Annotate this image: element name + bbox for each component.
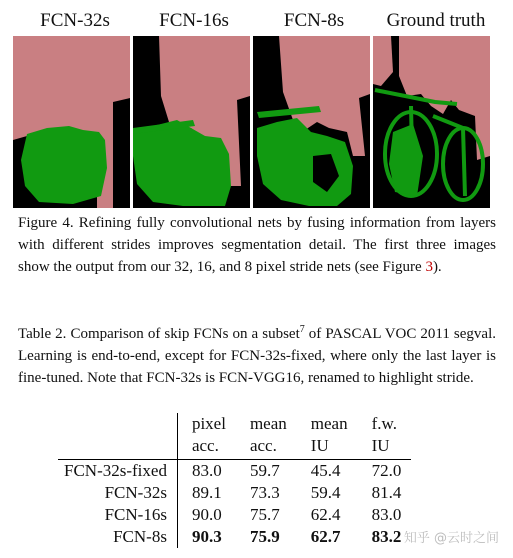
corner-cell xyxy=(58,435,177,460)
table-row xyxy=(58,482,411,504)
table-cell: 83.0 xyxy=(371,505,402,524)
table-cell: 90.3 xyxy=(191,527,222,546)
table-caption-text: Table 2. Comparison of skip FCNs on a subset xyxy=(18,326,300,342)
results-table xyxy=(58,413,411,548)
corner-cell xyxy=(58,413,177,435)
model-name: FCN-8s xyxy=(58,526,177,548)
col-header: f.w. xyxy=(371,414,397,433)
table-caption xyxy=(18,323,496,389)
segmentation-fcn32s xyxy=(13,36,130,208)
table-row xyxy=(58,526,411,548)
segmentation-fcn8s xyxy=(253,36,370,208)
table-cell: 62.7 xyxy=(310,527,341,546)
table-cell: 83.0 xyxy=(177,460,236,483)
table-cell: 81.4 xyxy=(371,483,402,502)
model-name: FCN-32s-fixed xyxy=(58,460,177,483)
figure-ref-link[interactable]: 3 xyxy=(425,259,433,275)
table-cell: 45.4 xyxy=(297,460,358,483)
table-row xyxy=(58,504,411,526)
label-ground-truth: Ground truth xyxy=(386,10,486,31)
col-header: IU xyxy=(310,436,329,455)
table-cell: 75.9 xyxy=(249,527,280,546)
col-header: mean xyxy=(249,414,287,433)
segmentation-fcn16s xyxy=(133,36,250,208)
col-header: acc. xyxy=(191,436,219,455)
table-cell: 90.0 xyxy=(191,505,222,524)
col-header: pixel xyxy=(191,414,226,433)
footnote-marker[interactable]: 7 xyxy=(299,324,305,335)
table-cell: 75.7 xyxy=(249,505,280,524)
model-name: FCN-16s xyxy=(58,504,177,526)
table-caption-end: of PASCAL VOC 2011 segval. Learning is end-to-end, except for FCN-32s-fixed, where only the last layer is fine-tuned. Note that FCN-32s is FCN-VGG16, renamed to highlight stride. xyxy=(18,326,496,386)
model-name: FCN-32s xyxy=(58,482,177,504)
label-fcn32s: FCN-32s xyxy=(40,10,110,31)
watermark: 知乎 @云时之间 xyxy=(403,531,499,546)
figure-caption-end: ). xyxy=(432,259,442,275)
label-fcn8s: FCN-8s xyxy=(283,10,345,31)
figure-caption-text: Figure 4. Refining fully convolutional nets by fusing information from layers with different strides improves segmentation detail. The first three images show the output from our 32, 16, and 8 pixel stride nets (see Figure xyxy=(18,215,496,275)
table-header-row xyxy=(58,413,411,435)
col-header: acc. xyxy=(249,436,277,455)
table-cell: 83.2 xyxy=(371,527,402,546)
table-cell: 62.4 xyxy=(310,505,341,524)
col-header: IU xyxy=(371,436,390,455)
segmentation-ground-truth xyxy=(373,36,490,208)
table-cell: 72.0 xyxy=(358,460,412,483)
table-cell: 73.3 xyxy=(249,483,280,502)
table-cell: 89.1 xyxy=(191,483,222,502)
col-header: mean xyxy=(310,414,348,433)
table-row xyxy=(58,460,411,483)
table-cell: 59.4 xyxy=(310,483,341,502)
figure-caption xyxy=(18,212,496,278)
table-header-row xyxy=(58,435,411,460)
table-cell: 59.7 xyxy=(236,460,297,483)
label-fcn16s: FCN-16s xyxy=(159,10,229,31)
